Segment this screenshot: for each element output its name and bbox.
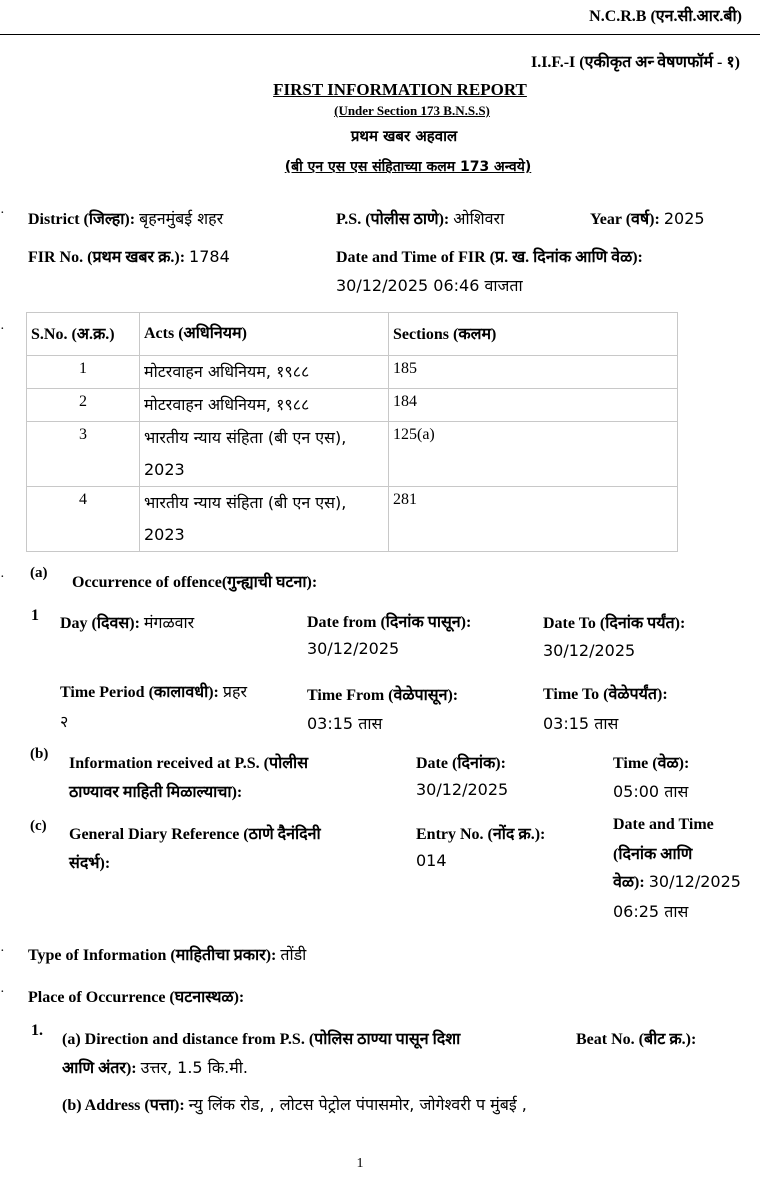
diary-label-2: संदर्भ): [69,855,111,872]
fir-no-value: 1784 [189,247,230,266]
direction-line-2 [62,1056,248,1078]
time-from-label: Time From (वेळेपासून): [307,687,459,704]
bullet-3: · [0,570,5,585]
time-period-value: प्रहर [222,682,248,701]
diary-dt-label-3: वेळ): [613,874,645,891]
fir-datetime-value: 30/12/2025 06:46 वाजता [336,276,523,295]
diary-dt-label-2: (दिनांक आणि [613,846,693,863]
ncrb-header: N.C.R.B (एन.सी.आर.बी) [589,8,742,25]
time-period-field [60,680,247,702]
direction-label-2: आणि अंतर): [62,1060,137,1077]
subtitle-en: (Under Section 173 B.N.S.S) [334,103,490,118]
ps-field [336,207,504,229]
table-row [27,389,678,422]
day-label: Day (दिवस): [60,615,140,632]
header-acts: Acts (अधिनियम) [140,313,389,356]
bullet-5: · [0,985,5,1000]
marker-b: (b) [30,746,49,762]
info-time-label: Time (वेळ): [613,755,690,772]
diary-dt-line-3 [613,870,741,892]
ps-value: ओशिवरा [453,209,505,228]
bullet-2: · [0,322,5,337]
info-received-label-1: Information received at P.S. (पोलीस [69,755,309,772]
table-row [27,422,678,487]
year-label: Year (वर्ष): [590,211,660,228]
fir-datetime-label: Date and Time of FIR (प्र. ख. दिनांक आणि वेळ): [336,249,643,266]
row-act: भारतीय न्याय संहिता (बी एन एस), 2023 [140,422,389,487]
info-received-label-2: ठाण्यावर माहिती मिळाल्याचा): [69,784,243,801]
time-to-value: 03:15 तास [543,714,619,733]
form-code: I.I.F.-I (एकीकृत अन्‍ वेषणफॉर्म - १) [530,54,740,71]
diary-dt-time-value: 06:25 तास [613,902,689,921]
time-to-label: Time To (वेळेपर्यंत): [543,686,668,703]
diary-label-1: General Diary Reference (ठाणे दैनंदिनी [69,826,321,843]
day-value: मंगळवार [143,613,195,632]
entry-no-label: Entry No. (नोंद क्र.): [416,826,546,843]
row-sno: 4 [27,487,140,552]
fir-no-label: FIR No. (प्रथम खबर क्र.): [28,249,186,266]
beat-no-label: Beat No. (बीट क्र.): [576,1031,697,1048]
fir-no-field [28,245,230,267]
bullet-1: · [0,206,5,221]
marker-a: (a) [30,565,48,581]
time-period-value-2: २ [60,712,69,731]
row-section: 281 [389,487,678,552]
year-field [590,207,705,229]
header-sno: S.No. (अ.क्र.) [27,313,140,356]
row-section: 125(a) [389,422,678,487]
marker-c: (c) [30,818,47,834]
entry-no-value: 014 [416,851,447,870]
table-row [27,487,678,552]
info-type-field [28,943,306,965]
title-en: FIRST INFORMATION REPORT [273,80,527,99]
diary-dt-label-1: Date and Time [613,816,714,833]
date-from-value: 30/12/2025 [307,639,400,658]
row-section: 185 [389,356,678,389]
ps-label: P.S. (पोलीस ठाणे): [336,211,450,228]
page-number: 1 [356,1156,364,1171]
info-type-label: Type of Information (माहितीचा प्रकार): [28,947,277,964]
address-value: न्यु लिंक रोड, , लोटस पेट्रोल पंपासमोर, जोगेश्वरी प मुंबई , [188,1095,527,1114]
info-date-label: Date (दिनांक): [416,755,506,772]
diary-dt-date-value: 30/12/2025 [648,872,741,891]
info-date-value: 30/12/2025 [416,780,509,799]
year-value: 2025 [663,209,705,228]
occurrence-heading: Occurrence of offence(गुन्ह्याची घटना): [72,574,318,591]
acts-table [26,312,678,552]
subtitle-mr: (बी एन एस एस संहिताच्या कलम 173 अन्वये) [284,159,532,175]
header-sections: Sections (कलम) [389,313,678,356]
time-period-label: Time Period (कालावधी): [60,684,219,701]
date-to-label: Date To (दिनांक पर्यंत): [543,615,686,632]
place-heading: Place of Occurrence (घटनास्थळ): [28,989,245,1006]
date-from-label: Date from (दिनांक पासून): [307,614,472,631]
title-mr: प्रथम खबर अहवाल [350,127,458,145]
info-time-value: 05:00 तास [613,782,689,801]
row-act: मोटरवाहन अधिनियम, १९८८ [140,389,389,422]
day-field [60,611,194,633]
header-rule [0,34,760,35]
info-type-value: तोंडी [280,945,307,964]
row-act: भारतीय न्याय संहिता (बी एन एस), 2023 [140,487,389,552]
district-label: District (जिल्हा): [28,211,136,228]
occurrence-num: 1 [31,607,39,624]
acts-table-header [27,313,678,356]
row-section: 184 [389,389,678,422]
bullet-4: · [0,944,5,959]
row-sno: 2 [27,389,140,422]
place-num: 1. [31,1022,43,1039]
row-sno: 3 [27,422,140,487]
table-row [27,356,678,389]
direction-value: उत्तर, 1.5 कि.मी. [140,1058,248,1077]
row-act: मोटरवाहन अधिनियम, १९८८ [140,356,389,389]
row-sno: 1 [27,356,140,389]
direction-label-1: (a) Direction and distance from P.S. (पोलिस ठाण्या पासून दिशा [62,1031,461,1048]
address-label: (b) Address (पत्ता): [62,1097,185,1114]
address-field [62,1093,527,1115]
district-value: बृहनमुंबई शहर [139,209,224,228]
date-to-value: 30/12/2025 [543,641,636,660]
district-field [28,207,223,229]
time-from-value: 03:15 तास [307,714,383,733]
